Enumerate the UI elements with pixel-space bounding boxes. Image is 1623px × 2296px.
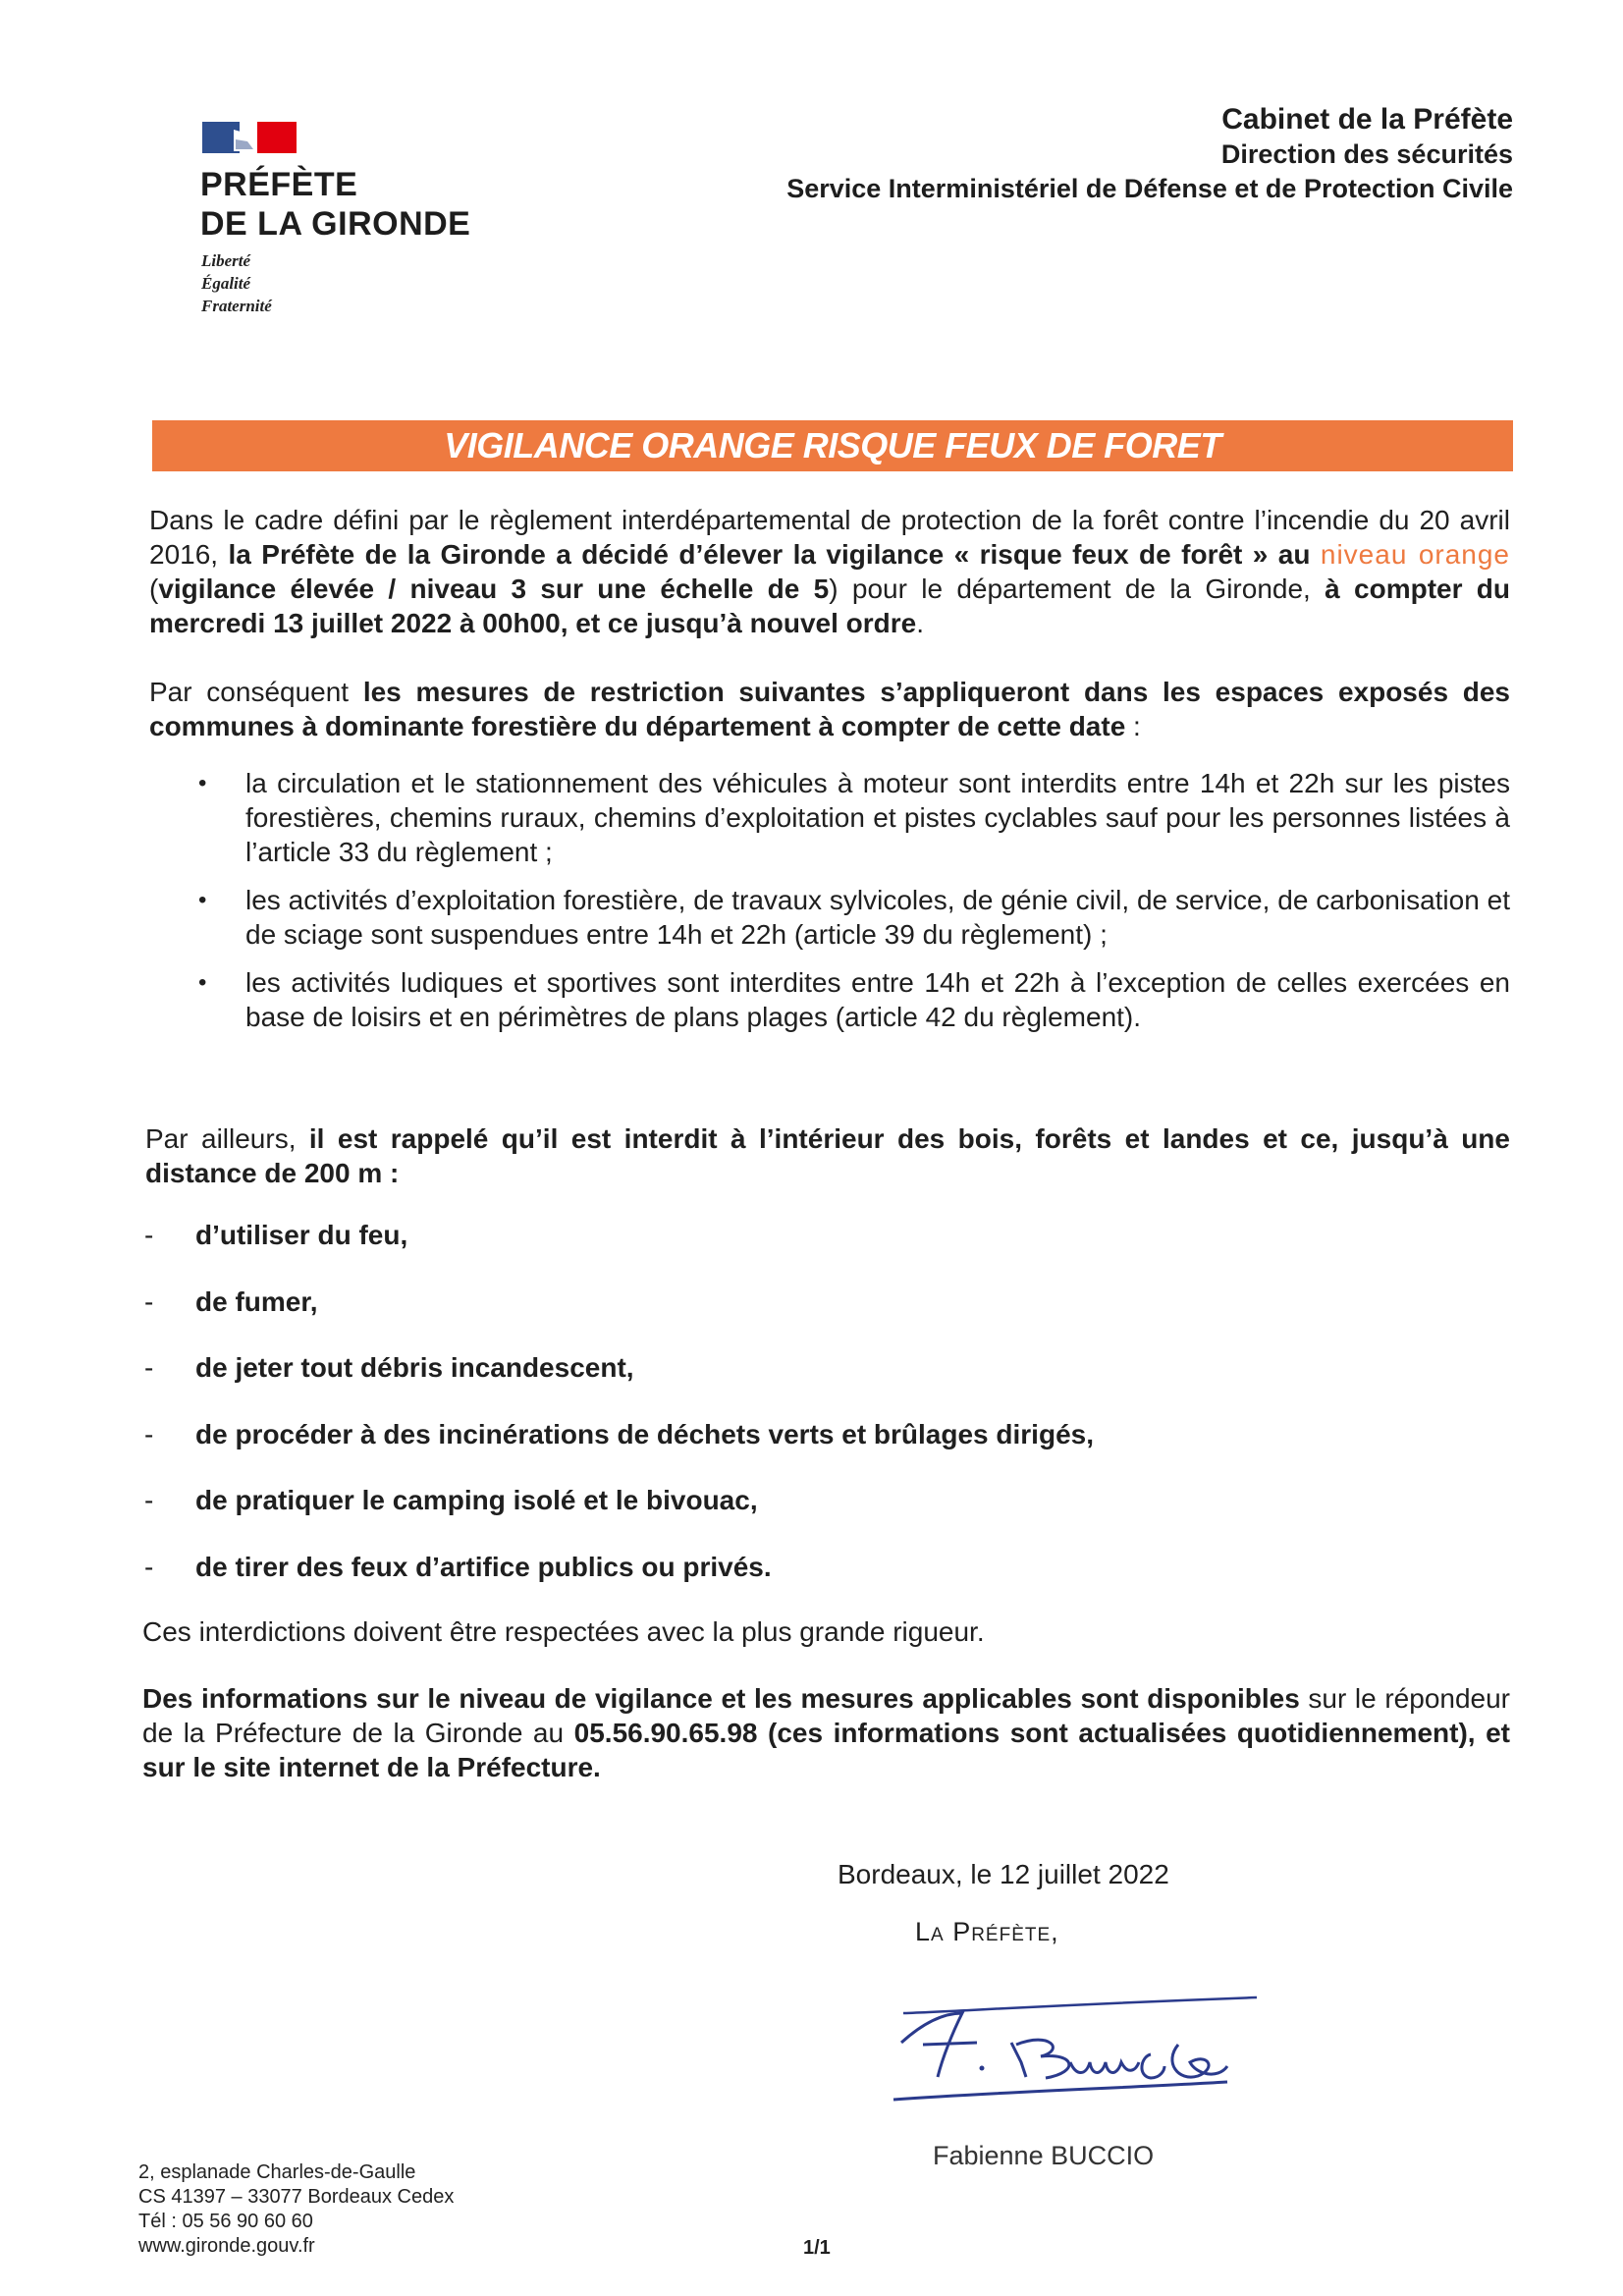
header-cabinet: Cabinet de la Préfète: [1221, 103, 1513, 136]
prohibition-text: de jeter tout débris incandescent,: [195, 1352, 634, 1383]
prohibition-list: [144, 1218, 1224, 1615]
list-item: [149, 766, 1510, 869]
dash-icon: -: [144, 1285, 154, 1317]
logo-name-line2: DE LA GIRONDE: [200, 205, 471, 243]
place-date: Bordeaux, le 12 juillet 2022: [838, 1859, 1169, 1889]
dash-icon: -: [144, 1551, 154, 1582]
footer-address: [138, 2160, 454, 2259]
list-item: [144, 1417, 1224, 1484]
list-item: [144, 1483, 1224, 1550]
dash-icon: -: [144, 1418, 154, 1449]
bullet-icon: •: [198, 887, 207, 913]
reminder-paragraph: [145, 1121, 1510, 1190]
motto-egalite: Égalité: [201, 274, 251, 293]
list-item: [149, 883, 1510, 952]
flag-red-band: [257, 122, 297, 153]
reminder-lead: Par ailleurs,: [145, 1123, 309, 1154]
signature-icon: [884, 1984, 1276, 2111]
restriction-text: les activités ludiques et sportives sont interdites entre 14h et 22h à l’exception de celles exercées en base de loisirs et en périmètres de plans plages (article 42 du règlement).: [245, 967, 1510, 1032]
list-item: [144, 1218, 1224, 1285]
header-service: Service Interministériel de Défense et de Protection Civile: [786, 174, 1513, 203]
issuing-service-header: [786, 102, 1513, 206]
consequence-colon: :: [1125, 711, 1141, 741]
consequence-paragraph: [149, 675, 1510, 743]
restriction-text: les activités d’exploitation forestière, de travaux sylvicoles, de génie civil, de service, de carbonisation et de sciage sont suspendues entre 14h et 22h (article 39 du règlement) ;: [245, 885, 1510, 950]
intro-end: .: [916, 608, 925, 638]
intro-start-date: à compter du mercredi 13 juillet 2022 à 00h00, et ce jusqu’à nouvel ordre: [149, 574, 1511, 638]
intro-paren-open: (: [149, 574, 159, 604]
footer-website-link[interactable]: www.gironde.gouv.fr: [138, 2235, 315, 2257]
header-direction: Direction des sécurités: [1220, 139, 1513, 169]
list-item: [144, 1350, 1224, 1417]
list-item: [149, 965, 1510, 1034]
bullet-icon: •: [198, 969, 207, 996]
intro-decision: la Préfète de la Gironde a décidé d’élever la vigilance « risque feux de forêt » au: [228, 539, 1321, 570]
handwritten-signature: [884, 1984, 1276, 2111]
footer-street: 2, esplanade Charles-de-Gaulle: [138, 2161, 416, 2183]
info-phone: 05.56.90.65.98 (ces informations sont actualisées quotidiennement), et sur le site internet de la Préfecture.: [142, 1718, 1510, 1782]
prohibition-text: de procéder à des incinérations de déchets verts et brûlages dirigés,: [195, 1418, 1094, 1449]
info-paragraph: [142, 1681, 1510, 1784]
intro-text: Dans le cadre défini par le règlement interdépartemental de protection de la forêt contre l’incendie du 20 avril 2016,: [149, 505, 1510, 570]
logo-name: [200, 165, 470, 244]
footer-postal: CS 41397 – 33077 Bordeaux Cedex: [138, 2186, 455, 2208]
intro-level-detail: vigilance élevée / niveau 3 sur une échelle de 5: [158, 574, 830, 604]
prohibition-text: de fumer,: [195, 1285, 318, 1317]
intro-department: ) pour le département de la Gironde,: [829, 574, 1325, 604]
marianne-profile-icon: [234, 128, 257, 151]
logo-name-line1: PRÉFÈTE: [200, 166, 358, 203]
dash-icon: -: [144, 1352, 154, 1383]
footer-phone: Tél : 05 56 90 60 60: [138, 2211, 313, 2232]
info-phone-lead: sur le répondeur de la Préfecture de la Gironde au: [142, 1683, 1511, 1748]
prohibition-text: de pratiquer le camping isolé et le bivouac,: [195, 1485, 758, 1515]
motto-fraternite: Fraternité: [201, 297, 272, 315]
motto-liberte: Liberté: [201, 251, 251, 270]
list-item: [144, 1285, 1224, 1351]
dash-icon: -: [144, 1220, 154, 1250]
vigilance-banner: VIGILANCE ORANGE RISQUE FEUX DE FORET: [152, 420, 1513, 471]
rigor-sentence: Ces interdictions doivent être respectées avec la plus grande rigueur.: [142, 1616, 985, 1647]
restriction-text: la circulation et le stationnement des véhicules à moteur sont interdits entre 14h et 22h sur les pistes forestières, chemins ruraux, chemins d’exploitation et pistes cyclables sauf pour les personnes listées à l’article 33 du règlement ;: [245, 768, 1510, 867]
reminder-rule: il est rappelé qu’il est interdit à l’intérieur des bois, forêts et landes et ce, jusqu’à une distance de 200 m :: [145, 1123, 1510, 1188]
republic-motto: [201, 249, 272, 317]
restriction-list: [149, 766, 1510, 1048]
prohibition-text: d’utiliser du feu,: [195, 1220, 408, 1250]
consequence-lead: Par conséquent: [149, 677, 363, 707]
consequence-measures: les mesures de restriction suivantes s’appliqueront dans les espaces exposés des communes à dominante forestière du département à compter de cette date: [149, 677, 1510, 741]
intro-paragraph: [149, 503, 1510, 640]
signatory-role: La Préfète,: [915, 1917, 1059, 1946]
page-number: 1/1: [803, 2237, 831, 2259]
intro-level: niveau orange: [1320, 539, 1511, 570]
info-availability: Des informations sur le niveau de vigilance et les mesures applicables sont disponibles: [142, 1683, 1300, 1714]
signatory-name: Fabienne BUCCIO: [933, 2141, 1155, 2170]
list-item: [144, 1550, 1224, 1616]
dash-icon: -: [144, 1485, 154, 1515]
prohibition-text: de tirer des feux d’artifice publics ou privés.: [195, 1551, 772, 1582]
marianne-logo: [202, 122, 297, 153]
bullet-icon: •: [198, 770, 207, 796]
